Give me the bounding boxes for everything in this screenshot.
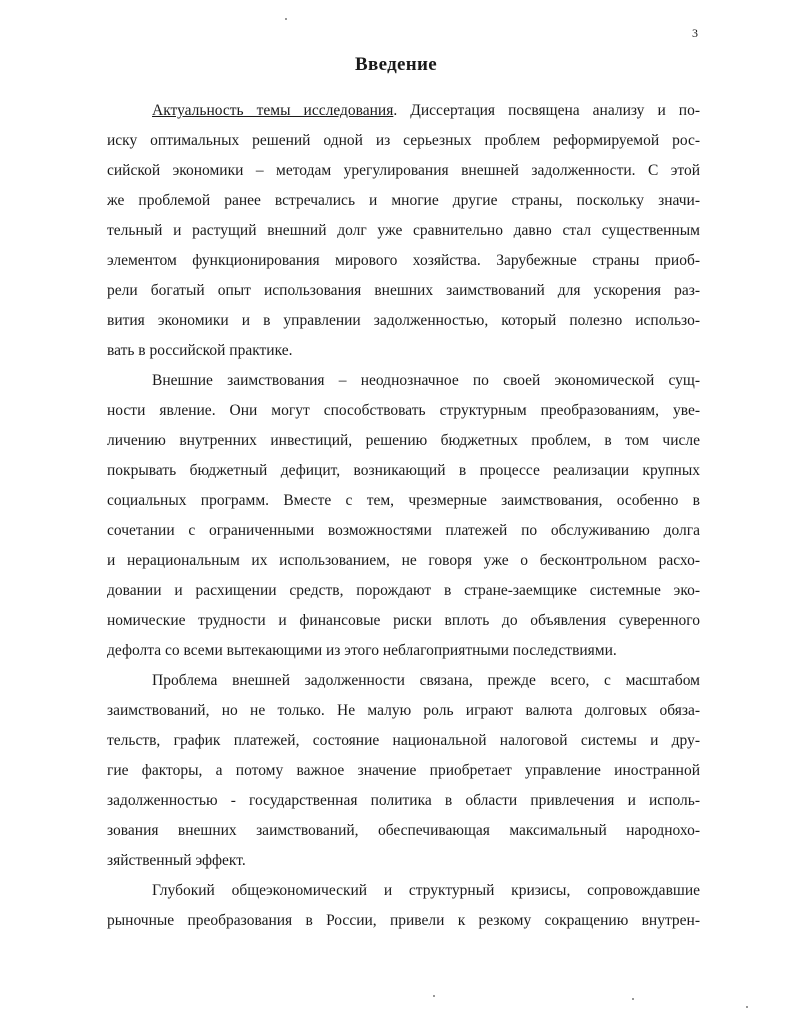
paragraph-line: номические трудности и финансовые риски вплоть до объявления суверенного: [107, 612, 700, 629]
paragraph-line: зяйственный эффект.: [107, 852, 246, 869]
paragraph-line: тельств, график платежей, состояние национальной налоговой системы и дру-: [107, 732, 700, 749]
paragraph-line: довании и расхищении средств, порождают в стране-заемщике системные эко-: [107, 582, 700, 599]
paragraph-line: дефолта со всеми вытекающими из этого неблагоприятными последствиями.: [107, 642, 617, 659]
paragraph-line: личению внутренних инвестиций, решению бюджетных проблем, в том числе: [107, 432, 700, 449]
paragraph-line: элементом функционирования мирового хозяйства. Зарубежные страны приоб-: [107, 252, 700, 269]
scan-speck: [285, 18, 287, 20]
paragraph-line: Внешние заимствования – неоднозначное по своей экономической сущ-: [152, 372, 700, 389]
paragraph-line: сочетании с ограниченными возможностями платежей по обслуживанию долга: [107, 522, 700, 539]
paragraph-line: Глубокий общеэкономический и структурный кризисы, сопровождавшие: [152, 882, 700, 899]
scan-speck: [433, 995, 435, 997]
paragraph-line: задолженностью - государственная политика в области привлечения и исполь-: [107, 792, 700, 809]
paragraph-line: иску оптимальных решений одной из серьезных проблем реформируемой рос-: [107, 132, 700, 149]
paragraph-line: зования внешних заимствований, обеспечивающая максимальный народнохо-: [107, 822, 700, 839]
paragraph-line: сийской экономики – методам урегулирования внешней задолженности. С этой: [107, 162, 700, 179]
paragraph-line: же проблемой ранее встречались и многие другие страны, поскольку значи-: [107, 192, 700, 209]
paragraph-line: социальных программ. Вместе с тем, чрезмерные заимствования, особенно в: [107, 492, 700, 509]
paragraph-line: вать в российской практике.: [107, 342, 293, 359]
page-number: 3: [692, 26, 698, 40]
paragraph-line: гие факторы, а потому важное значение приобретает управление иностранной: [107, 762, 700, 779]
paragraph-line: вития экономики и в управлении задолженностью, который полезно использо-: [107, 312, 700, 329]
paragraph-line: ности явление. Они могут способствовать структурным преобразованиям, уве-: [107, 402, 700, 419]
paragraph-line: заимствований, но не только. Не малую роль играют валюта долговых обяза-: [107, 702, 700, 719]
scan-speck: [746, 1006, 748, 1008]
paragraph-line: рыночные преобразования в России, привели к резкому сокращению внутрен-: [107, 912, 700, 929]
paragraph-line: Проблема внешней задолженности связана, прежде всего, с масштабом: [152, 672, 700, 689]
paragraph-line: и нерациональным их использованием, не говоря уже о бесконтрольном расхо-: [107, 552, 700, 569]
underlined-lead: Актуальность темы исследования: [152, 102, 394, 119]
page-title: Введение: [355, 54, 437, 75]
scan-speck: [632, 998, 634, 1000]
paragraph-line: тельный и растущий внешний долг уже сравнительно давно стал существенным: [107, 222, 700, 239]
paragraph-line: рели богатый опыт использования внешних заимствований для ускорения раз-: [107, 282, 700, 299]
paragraph-line: покрывать бюджетный дефицит, возникающий в процессе реализации крупных: [107, 462, 700, 479]
paragraph-line: Актуальность темы исследования. Диссертация посвящена анализу и по-: [152, 102, 700, 119]
